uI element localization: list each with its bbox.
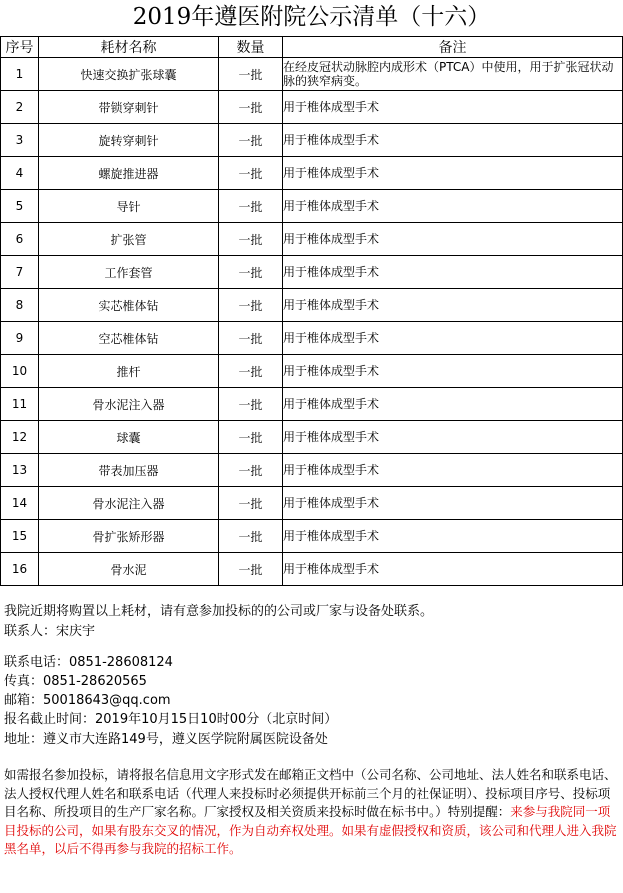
row-qty: 一批	[219, 322, 283, 355]
intro-text: 我院近期将购置以上耗材，请有意参加投标的的公司或厂家与设备处联系。	[4, 604, 434, 619]
row-no: 14	[1, 487, 39, 520]
row-no: 7	[1, 256, 39, 289]
row-note: 用于椎体成型手术	[283, 322, 623, 355]
row-no: 16	[1, 553, 39, 586]
table-row	[1, 289, 623, 322]
row-no: 6	[1, 223, 39, 256]
row-note: 用于椎体成型手术	[283, 355, 623, 388]
header-name: 耗材名称	[39, 37, 219, 58]
row-no: 2	[1, 91, 39, 124]
table-row	[1, 223, 623, 256]
row-note: 用于椎体成型手术	[283, 223, 623, 256]
notice-paragraph	[4, 766, 618, 859]
row-qty: 一批	[219, 91, 283, 124]
row-qty: 一批	[219, 487, 283, 520]
row-note: 用于椎体成型手术	[283, 421, 623, 454]
row-note: 用于椎体成型手术	[283, 487, 623, 520]
row-no: 5	[1, 190, 39, 223]
row-note: 在经皮冠状动脉腔内成形术（PTCA）中使用，用于扩张冠状动脉的狭窄病变。	[283, 58, 623, 91]
row-name: 实芯椎体钻	[39, 289, 219, 322]
table-row	[1, 322, 623, 355]
row-name: 空芯椎体钻	[39, 322, 219, 355]
row-name: 带表加压器	[39, 454, 219, 487]
row-name: 球囊	[39, 421, 219, 454]
row-note: 用于椎体成型手术	[283, 157, 623, 190]
header-no: 序号	[1, 37, 39, 58]
table-row	[1, 355, 623, 388]
notice-text: 如需报名参加投标，请将报名信息用文字形式发在邮箱正文档中（公司名称、公司地址、法人姓名和联系电话、法人授权代理人姓名和联系电话（代理人来投标时必须提供开标前三个月的社保证明）、投标项目序号、投标项目名称、所投项目的生产厂家名称。厂家授权及相关资质来投标时做在标书中。）特别提醒：	[4, 767, 617, 819]
row-qty: 一批	[219, 520, 283, 553]
email: 邮箱：50018643@qq.com	[4, 693, 171, 708]
row-note: 用于椎体成型手术	[283, 256, 623, 289]
fax: 传真：0851-28620565	[4, 674, 147, 689]
row-no: 12	[1, 421, 39, 454]
row-name: 工作套管	[39, 256, 219, 289]
table-row	[1, 190, 623, 223]
table-row	[1, 388, 623, 421]
table-row	[1, 487, 623, 520]
row-no: 15	[1, 520, 39, 553]
row-qty: 一批	[219, 355, 283, 388]
row-qty: 一批	[219, 58, 283, 91]
row-no: 9	[1, 322, 39, 355]
table-row	[1, 157, 623, 190]
row-qty: 一批	[219, 553, 283, 586]
row-qty: 一批	[219, 190, 283, 223]
row-note: 用于椎体成型手术	[283, 289, 623, 322]
row-qty: 一批	[219, 256, 283, 289]
row-name: 带锁穿刺针	[39, 91, 219, 124]
row-name: 扩张管	[39, 223, 219, 256]
notice-warning: 来参与我院同一项目投标的公司，如果有股东交叉的情况，作为自动弃权处理。如果有虚假授权和资质，该公司和代理人进入我院黑名单，以后不得再参与我院的招标工作。	[4, 804, 617, 856]
row-note: 用于椎体成型手术	[283, 520, 623, 553]
row-note: 用于椎体成型手术	[283, 388, 623, 421]
header-note: 备注	[283, 37, 623, 58]
row-no: 8	[1, 289, 39, 322]
row-name: 骨水泥	[39, 553, 219, 586]
row-no: 13	[1, 454, 39, 487]
page-title: 2019年遵医附院公示清单（十六）	[132, 4, 491, 30]
contact-person: 联系人：宋庆宇	[4, 624, 96, 639]
row-no: 3	[1, 124, 39, 157]
row-name: 骨水泥注入器	[39, 388, 219, 421]
contact-phone: 联系电话：0851-28608124	[4, 655, 173, 670]
row-name: 导针	[39, 190, 219, 223]
deadline: 报名截止时间：2019年10月15日10时00分（北京时间）	[4, 712, 338, 727]
table-row	[1, 124, 623, 157]
row-qty: 一批	[219, 421, 283, 454]
row-name: 快速交换扩张球囊	[39, 58, 219, 91]
table-row	[1, 58, 623, 91]
row-note: 用于椎体成型手术	[283, 124, 623, 157]
row-note: 用于椎体成型手术	[283, 91, 623, 124]
row-qty: 一批	[219, 388, 283, 421]
table-row	[1, 421, 623, 454]
row-name: 推杆	[39, 355, 219, 388]
table-row	[1, 553, 623, 586]
row-name: 旋转穿刺针	[39, 124, 219, 157]
row-qty: 一批	[219, 124, 283, 157]
table-row	[1, 520, 623, 553]
row-name: 螺旋推进器	[39, 157, 219, 190]
address: 地址：遵义市大连路149号，遵义医学院附属医院设备处	[4, 732, 328, 747]
header-qty: 数量	[219, 37, 283, 58]
row-no: 11	[1, 388, 39, 421]
row-no: 4	[1, 157, 39, 190]
consumables-table	[0, 36, 623, 586]
table-row	[1, 454, 623, 487]
row-no: 1	[1, 58, 39, 91]
table-header-row	[1, 37, 623, 58]
row-qty: 一批	[219, 223, 283, 256]
table-row	[1, 256, 623, 289]
row-no: 10	[1, 355, 39, 388]
row-note: 用于椎体成型手术	[283, 553, 623, 586]
row-note: 用于椎体成型手术	[283, 190, 623, 223]
row-qty: 一批	[219, 157, 283, 190]
table-row	[1, 91, 623, 124]
row-note: 用于椎体成型手术	[283, 454, 623, 487]
row-name: 骨水泥注入器	[39, 487, 219, 520]
row-qty: 一批	[219, 454, 283, 487]
row-name: 骨扩张矫形器	[39, 520, 219, 553]
row-qty: 一批	[219, 289, 283, 322]
